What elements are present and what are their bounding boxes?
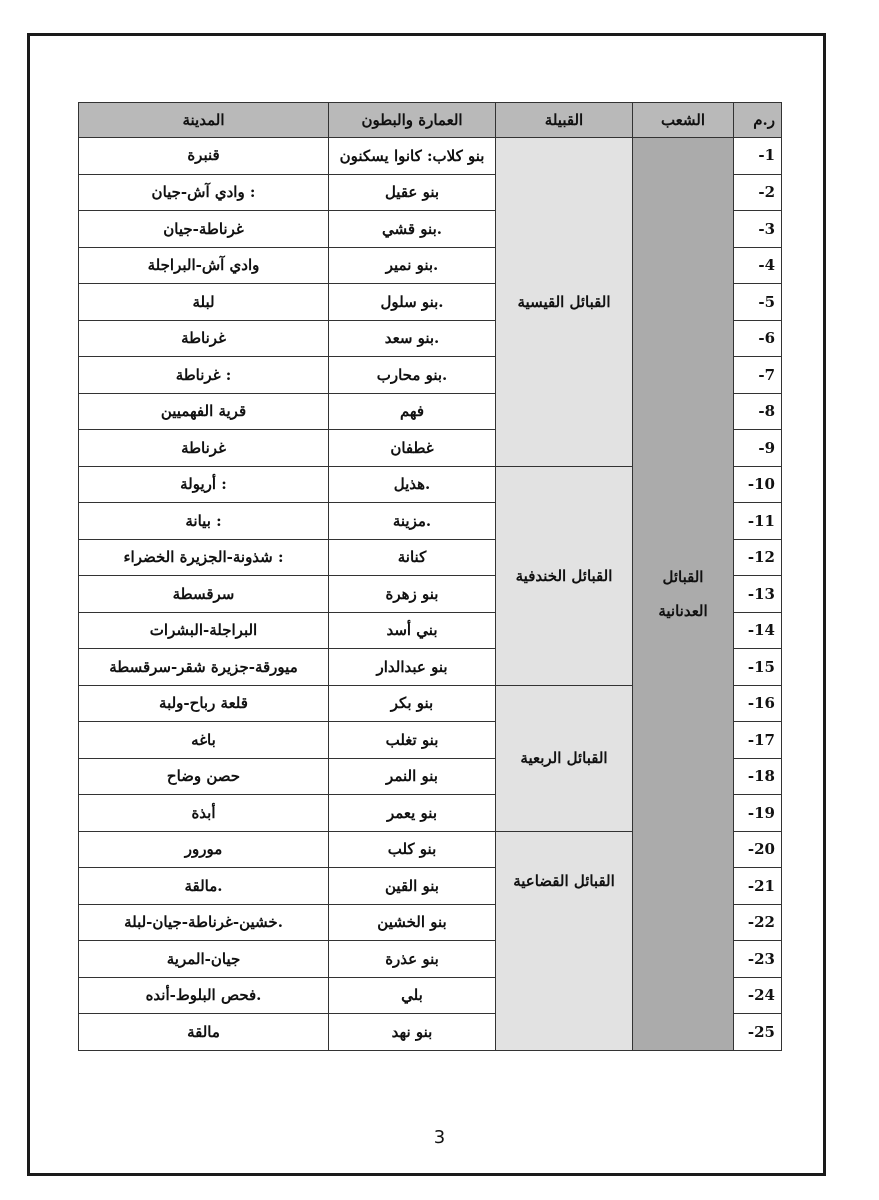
row-num: 13-: [734, 576, 782, 613]
row-clan: بنو بكر: [329, 685, 496, 722]
row-clan: بنو كلاب: كانوا يسكنون: [329, 138, 496, 175]
row-num: 19-: [734, 795, 782, 832]
page-number: 3: [433, 1127, 446, 1148]
row-city: غرناطة: [79, 320, 329, 357]
row-city: غرناطة-جيان: [79, 211, 329, 248]
row-num: 22-: [734, 904, 782, 941]
row-city: أبذة: [79, 795, 329, 832]
row-city: .خشين-غرناطة-جيان-لبلة: [79, 904, 329, 941]
row-city: : بيانة: [79, 503, 329, 540]
row-num: 2-: [734, 174, 782, 211]
row-city: حصن وضاح: [79, 758, 329, 795]
row-city: البراجلة-البشرات: [79, 612, 329, 649]
header-num: ر.م: [734, 103, 782, 138]
row-clan: غطفان: [329, 430, 496, 467]
row-city: ميورقة-جزيرة شقر-سرقسطة: [79, 649, 329, 686]
row-clan: بنو زهرة: [329, 576, 496, 613]
row-clan: بنو الخشين: [329, 904, 496, 941]
row-clan: .بنو نمير: [329, 247, 496, 284]
row-num: 5-: [734, 284, 782, 321]
row-num: 8-: [734, 393, 782, 430]
table-header-row: [79, 103, 782, 138]
row-num: 10-: [734, 466, 782, 503]
row-num: 21-: [734, 868, 782, 905]
row-city: جيان-المرية: [79, 941, 329, 978]
row-clan: بنو كلب: [329, 831, 496, 868]
row-city: وادي آش-البراجلة: [79, 247, 329, 284]
row-clan: بنو عبدالدار: [329, 649, 496, 686]
row-clan: بنو تغلب: [329, 722, 496, 759]
header-tribe: القبيلة: [496, 103, 633, 138]
row-num: 12-: [734, 539, 782, 576]
row-city: : غرناطة: [79, 357, 329, 394]
row-num: 18-: [734, 758, 782, 795]
row-city: مورور: [79, 831, 329, 868]
row-clan: .بنو سلول: [329, 284, 496, 321]
row-city: قلعة رباح-ولبة: [79, 685, 329, 722]
row-city: .مالقة: [79, 868, 329, 905]
row-clan: بنو يعمر: [329, 795, 496, 832]
row-num: 25-: [734, 1014, 782, 1051]
row-clan: بني أسد: [329, 612, 496, 649]
row-city: قرية الفهميين: [79, 393, 329, 430]
header-shaab: الشعب: [633, 103, 734, 138]
row-clan: .هذيل: [329, 466, 496, 503]
shaab-cell: القبائل العدنانية: [633, 138, 734, 1051]
row-num: 11-: [734, 503, 782, 540]
row-clan: بلي: [329, 977, 496, 1014]
row-city: باغه: [79, 722, 329, 759]
row-num: 3-: [734, 211, 782, 248]
row-clan: بنو نهد: [329, 1014, 496, 1051]
row-clan: كنانة: [329, 539, 496, 576]
row-clan: بنو عذرة: [329, 941, 496, 978]
row-num: 16-: [734, 685, 782, 722]
row-num: 17-: [734, 722, 782, 759]
row-num: 6-: [734, 320, 782, 357]
row-num: 20-: [734, 831, 782, 868]
table-row: [79, 138, 782, 175]
row-num: 24-: [734, 977, 782, 1014]
row-city: : شذونة-الجزيرة الخضراء: [79, 539, 329, 576]
row-clan: بنو عقيل: [329, 174, 496, 211]
row-clan: .بنو محارب: [329, 357, 496, 394]
row-clan: .بنو قشي: [329, 211, 496, 248]
tribes-table: [78, 102, 782, 1051]
row-city: : أريولة: [79, 466, 329, 503]
row-city: مالقة: [79, 1014, 329, 1051]
row-city: .فحص البلوط-أنده: [79, 977, 329, 1014]
row-num: 1-: [734, 138, 782, 175]
row-clan: .بنو سعد: [329, 320, 496, 357]
row-num: 4-: [734, 247, 782, 284]
row-num: 14-: [734, 612, 782, 649]
row-city: لبلة: [79, 284, 329, 321]
header-city: المدينة: [79, 103, 329, 138]
tribe-cell-rabiiya: القبائل الربعية: [496, 685, 633, 831]
row-num: 23-: [734, 941, 782, 978]
row-clan: بنو النمر: [329, 758, 496, 795]
row-city: قنبرة: [79, 138, 329, 175]
row-num: 15-: [734, 649, 782, 686]
tribe-cell-qudaiya: القبائل القضاعية: [496, 831, 633, 1050]
row-clan: فهم: [329, 393, 496, 430]
tribe-cell-qaysiya: القبائل القيسية: [496, 138, 633, 467]
row-clan: بنو القين: [329, 868, 496, 905]
header-clan: العمارة والبطون: [329, 103, 496, 138]
tribe-cell-khindifiya: القبائل الخندفية: [496, 466, 633, 685]
row-city: غرناطة: [79, 430, 329, 467]
row-num: 7-: [734, 357, 782, 394]
row-clan: .مزينة: [329, 503, 496, 540]
row-city: سرقسطة: [79, 576, 329, 613]
row-city: : وادي آش-جيان: [79, 174, 329, 211]
row-num: 9-: [734, 430, 782, 467]
